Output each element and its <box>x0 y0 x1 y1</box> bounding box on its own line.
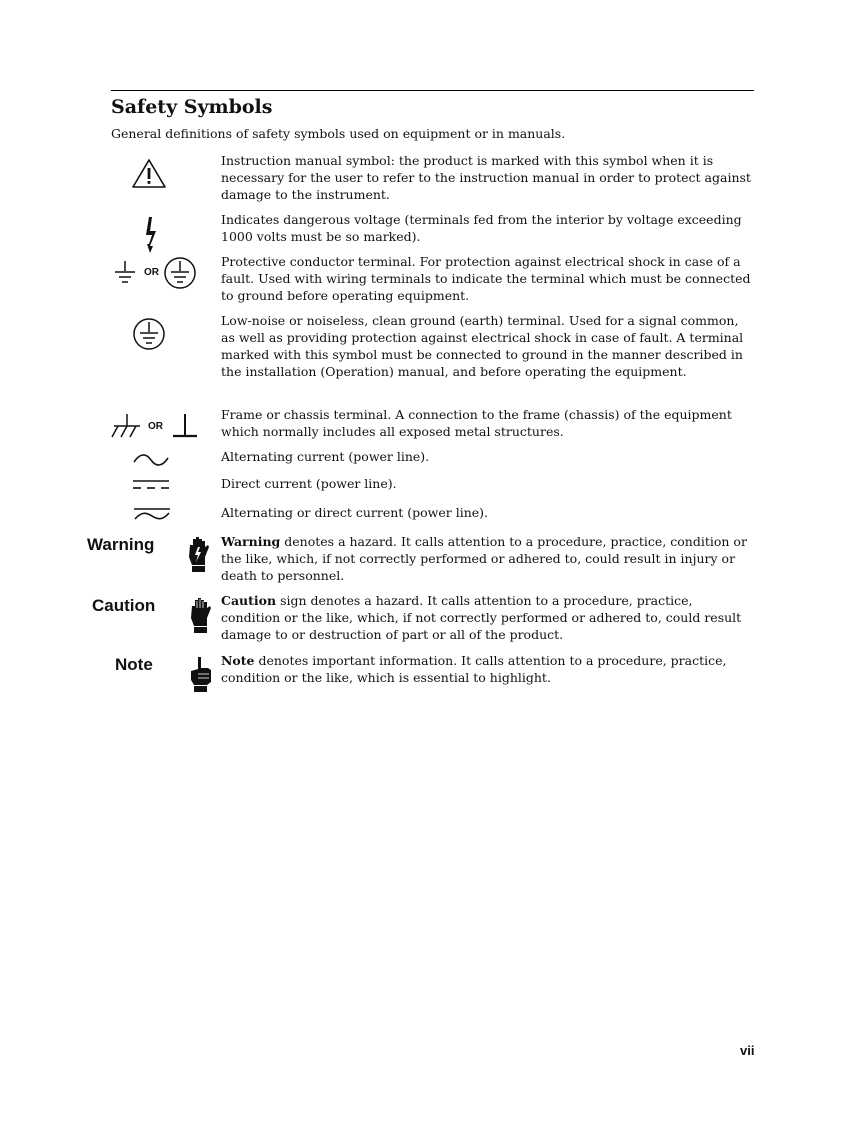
warning-hand-icon <box>186 535 210 573</box>
caution-label: Caution <box>92 596 156 615</box>
symbol-description: Instruction manual symbol: the product is marked with this symbol when it is necessary for the user to refer to the instruction manual in order to protect against damage to the instrument. <box>221 153 751 202</box>
circled-ground-icon <box>163 256 197 290</box>
caution-hand-icon <box>189 596 213 634</box>
common-terminal-icon <box>172 412 198 440</box>
symbol-description: Frame or chassis terminal. A connection to the frame (chassis) of the equipment which normally includes all exposed metal structures. <box>221 407 732 439</box>
warning-label: Warning <box>87 535 155 554</box>
lightning-bolt-icon <box>143 216 161 254</box>
warning-triangle-icon <box>131 158 167 190</box>
warning-description: Warning denotes a hazard. It calls attention to a procedure, practice, condition or the like, which, if not correctly performed or adhered to, could result in injury or death to personnel. <box>221 534 747 583</box>
caution-description: Caution sign denotes a hazard. It calls attention to a procedure, practice, condition or the like, which, if not correctly performed or adhered to, could result damage to or destruction of part or all of the product. <box>221 593 742 642</box>
symbol-description: Low-noise or noiseless, clean ground (earth) terminal. Used for a signal common, as well as providing protection against electrical shock in case of fault. A terminal marked with this symbol must be connected to ground in the manner described in the installation (Operation) manual, and before operating the equipment. <box>221 313 744 379</box>
ac-dc-icon <box>132 506 172 522</box>
dc-icon <box>131 478 171 492</box>
note-description: Note denotes important information. It calls attention to a procedure, practice, condition or the like, which is essential to highlight. <box>221 653 727 685</box>
page-number: vii <box>740 1043 755 1058</box>
warning-term: Warning <box>221 534 281 549</box>
note-label: Note <box>115 655 153 674</box>
caution-term: Caution <box>221 593 277 608</box>
or-label: OR <box>148 421 163 432</box>
intro-text: General definitions of safety symbols used on equipment or in manuals. <box>111 126 566 141</box>
page-title: Safety Symbols <box>111 96 273 118</box>
symbol-description: Protective conductor terminal. For protection against electrical shock in case of a fault. Used with wiring terminals to indicate the terminal which must be connected to ground before operating equipment. <box>221 254 751 303</box>
note-term: Note <box>221 653 255 668</box>
note-hand-icon <box>189 656 213 692</box>
or-label: OR <box>144 267 159 278</box>
clean-ground-icon <box>132 317 166 351</box>
chassis-terminal-icon <box>110 412 144 440</box>
ac-icon <box>132 452 170 468</box>
protective-ground-icon <box>113 259 137 287</box>
symbol-description: Direct current (power line). <box>221 476 397 491</box>
symbol-description: Alternating current (power line). <box>221 449 430 464</box>
top-rule <box>111 90 754 91</box>
symbol-description: Indicates dangerous voltage (terminals fed from the interior by voltage exceeding 1000 volts must be so marked). <box>221 212 742 244</box>
symbol-description: Alternating or direct current (power line). <box>221 505 489 520</box>
